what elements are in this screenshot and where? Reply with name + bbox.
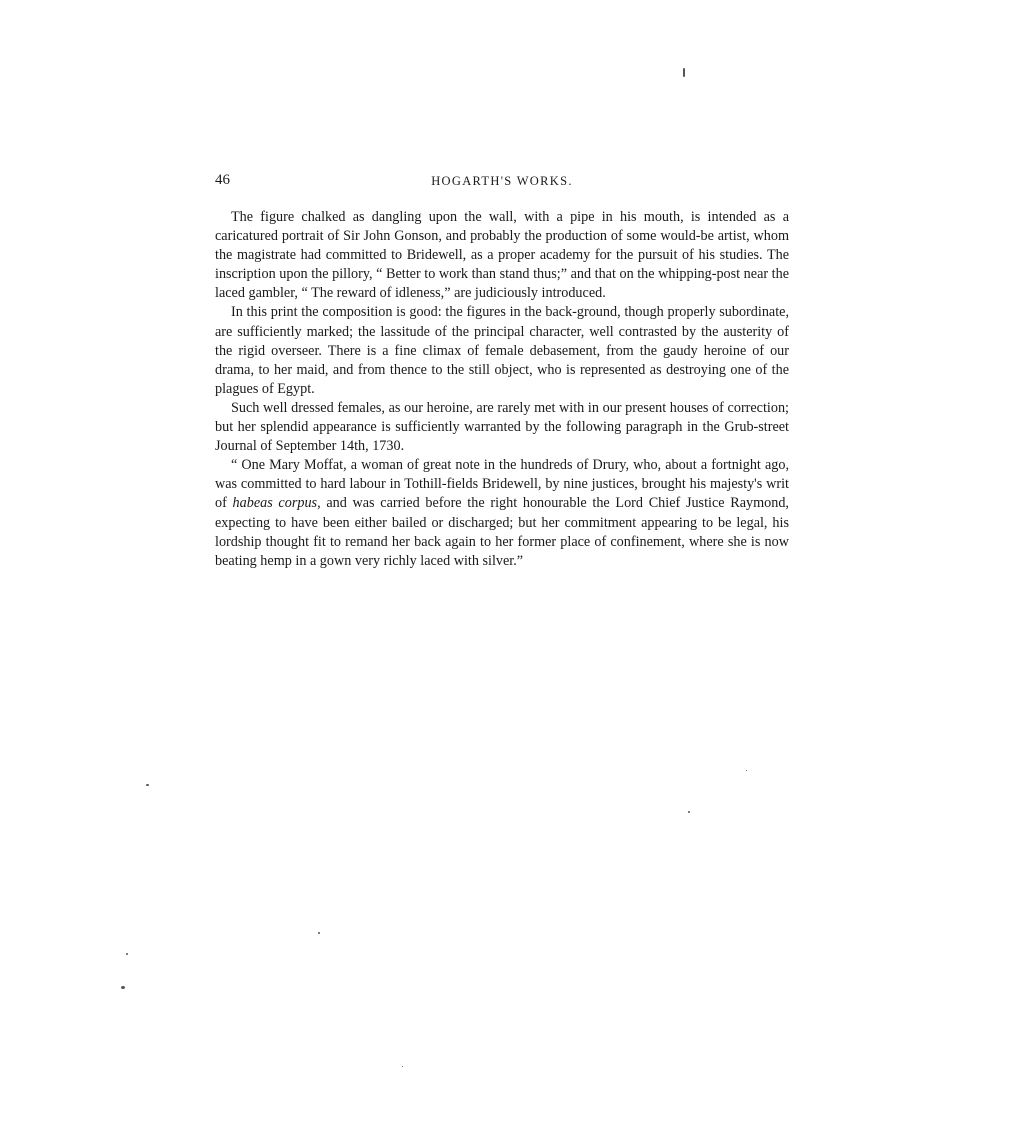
page-header xyxy=(215,172,789,192)
scan-speck xyxy=(683,68,685,77)
paragraph: Such well dressed females, as our heroine, are rarely met with in our present houses of correction; but her splendid appearance is sufficiently warranted by the following paragraph in the Grub-street Journal of September 14th, 1730. xyxy=(215,399,789,455)
scan-speck xyxy=(402,1066,403,1067)
body-text xyxy=(215,208,789,571)
scan-speck xyxy=(688,811,690,813)
scan-speck xyxy=(126,953,128,955)
scan-speck xyxy=(746,770,747,771)
scan-speck xyxy=(146,784,149,786)
paragraph xyxy=(215,456,789,571)
paragraph: The figure chalked as dangling upon the wall, with a pipe in his mouth, is intended as a caricatured portrait of Sir John Gonson, and probably the production of some would-be artist, whom the magistrate had committed to Bridewell, as a proper academy for the pursuit of his studies. The inscription upon the pillory, “ Better to work than stand thus;” and that on the whipping-post near the laced gambler, “ The reward of idleness,” are judiciously introduced. xyxy=(215,209,789,302)
paragraph: In this print the composition is good: the figures in the back-ground, though properly subordinate, are sufficiently marked; the lassitude of the principal character, well contrasted by the austerity of the rigid overseer. There is a fine climax of female debasement, from the gaudy heroine of our drama, to her maid, and from thence to the still object, who is represented as destroying one of the plagues of Egypt. xyxy=(215,304,789,397)
italic-term: habeas corpus xyxy=(232,495,318,512)
scan-speck xyxy=(121,986,125,989)
scan-speck xyxy=(318,932,320,934)
page-number: 46 xyxy=(215,172,230,188)
running-head: HOGARTH'S WORKS. xyxy=(431,174,573,188)
quote-text: “ One Mary Moffat, a woman of great note in the hundreds of Drury, who, about a fortnight ago, was committed to hard labour in Tothill-fields Bridewell, by nine justices, brought his majesty's writ of xyxy=(215,457,789,512)
quote-text: , and was carried before the right honourable the Lord Chief Justice Raymond, expecting to have been either bailed or discharged; but her commitment appearing to be legal, his lordship thought fit to remand her back again to her former place of confinement, where she is now beating hemp in a gown very richly laced with silver.” xyxy=(215,495,789,569)
